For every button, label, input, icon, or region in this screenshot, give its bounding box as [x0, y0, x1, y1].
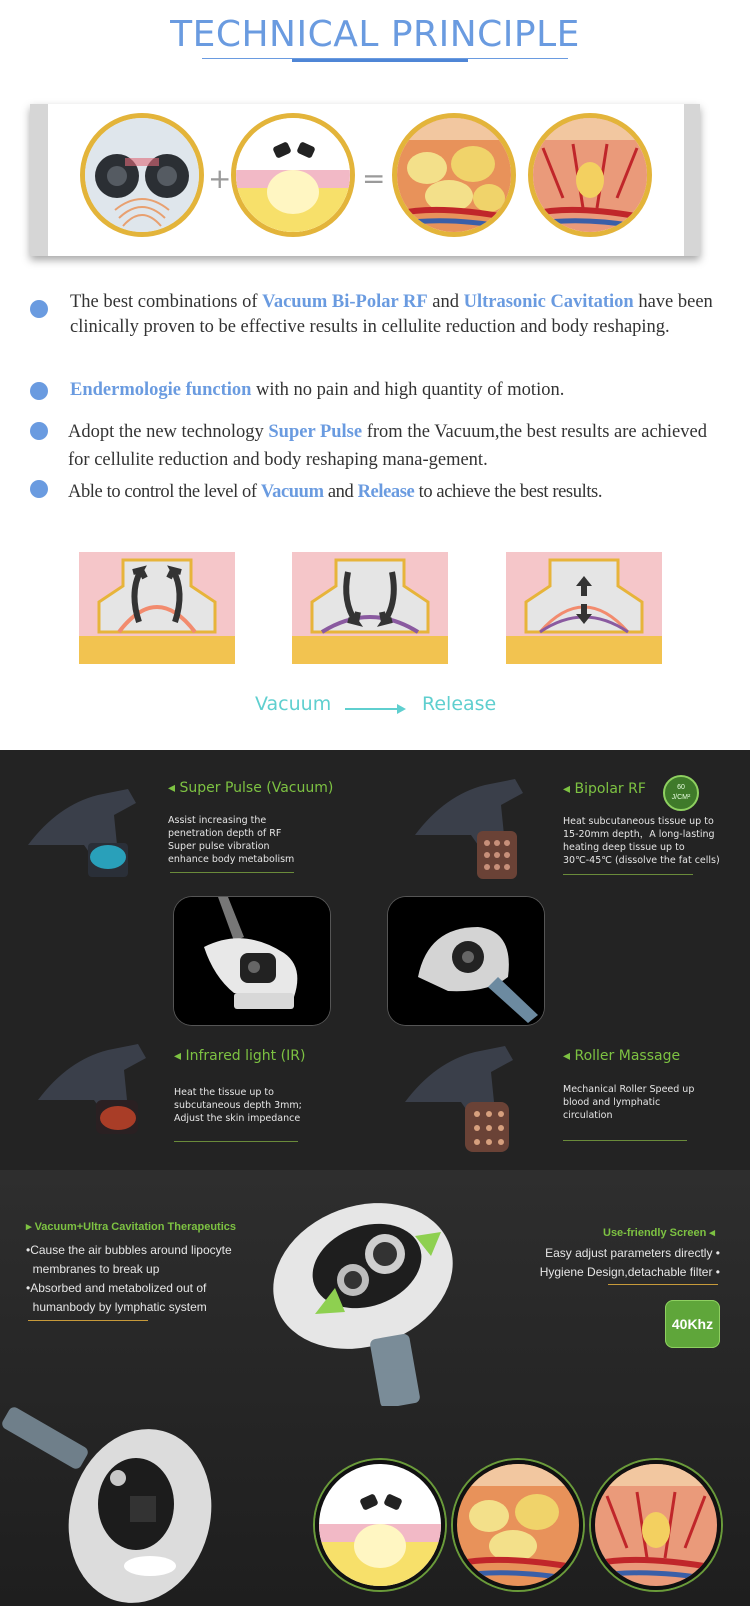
- bullet-text: The best combinations of Vacuum Bi-Polar RF and Ultrasonic Cavitation have been clinically proven to be effective results in cellulite reduction and body reshaping.: [70, 292, 713, 337]
- bullet-dot: [30, 300, 48, 318]
- rf-heating-detail-circle: [315, 1460, 445, 1590]
- page-title: TECHNICAL PRINCIPLE: [170, 14, 580, 55]
- bipolar-rf-handpiece-icon: [405, 775, 535, 885]
- fat-cells-reduced-circle: [591, 1460, 721, 1590]
- divider: [608, 1284, 718, 1285]
- handpiece-side-image: [388, 897, 544, 1025]
- divider: [563, 1140, 687, 1141]
- energy-badge: 60 J/CM²: [663, 775, 699, 811]
- vacuum-diagram-1: [79, 552, 235, 664]
- roller-desc: Mechanical Roller Speed up blood and lymphatic circulation: [563, 1084, 695, 1121]
- fat-cells-detail-circle: [453, 1460, 583, 1590]
- handpiece-front-image: [174, 897, 330, 1025]
- divider: [174, 1141, 298, 1142]
- bipolar-rf-desc: Heat subcutaneous tissue up to 15-20mm depth，A long-lasting heating deep tissue up to 30℃-45℃ (dissolve the fat cells): [563, 816, 720, 866]
- infrared-desc: Heat the tissue up to subcutaneous depth 3mm; Adjust the skin impedance: [174, 1087, 302, 1124]
- divider: [170, 872, 294, 873]
- infrared-handpiece-icon: [28, 1040, 158, 1150]
- screen-list: Easy adjust parameters directly • Hygiene Design,detachable filter •: [539, 1246, 720, 1279]
- super-pulse-handpiece-icon: [18, 785, 148, 895]
- bullet-text: Adopt the new technology Super Pulse from the Vacuum,the best results are achieved for cellulite reduction and body reshaping mana-gement.: [68, 422, 707, 470]
- bullet-dot: [30, 480, 48, 498]
- list-item: [30, 418, 720, 474]
- equals-sign: =: [362, 162, 386, 195]
- list-item: [30, 378, 720, 408]
- vacuum-diagram-3: [506, 552, 662, 664]
- frequency-badge: 40Khz: [665, 1300, 720, 1348]
- list-item: [30, 480, 720, 510]
- title-underline-accent: [292, 59, 468, 62]
- arrow-right-icon: [345, 703, 407, 715]
- bullet-dot: [30, 422, 48, 440]
- cavitation-list: •Cause the air bubbles around lipocyte membranes to break up •Absorbed and metabolized out of humanbody by lymphatic system: [26, 1243, 232, 1314]
- cavitation-handpiece-back-icon: [0, 1396, 220, 1606]
- super-pulse-title: ◂ Super Pulse (Vacuum): [168, 780, 334, 796]
- vacuum-diagram-2: [292, 552, 448, 664]
- vacuum-rollers-circle: [80, 113, 204, 237]
- cavitation-title: ▸ Vacuum+Ultra Cavitation Therapeutics: [26, 1221, 236, 1233]
- bullet-text: Endermologie function with no pain and high quantity of motion.: [70, 380, 565, 400]
- fat-cells-after-circle: [528, 113, 652, 237]
- bullet-dot: [30, 382, 48, 400]
- rf-heating-circle: [231, 113, 355, 237]
- divider: [28, 1320, 148, 1321]
- cavitation-handpiece-icon: [255, 1196, 455, 1406]
- list-item: [30, 290, 720, 370]
- super-pulse-desc: Assist increasing the penetration depth of RF Super pulse vibration enhance body metabolism: [168, 815, 295, 865]
- fat-cells-before-circle: [392, 113, 516, 237]
- roller-title: ◂ Roller Massage: [563, 1048, 681, 1064]
- release-label: Release: [422, 693, 497, 715]
- plus-sign: +: [208, 162, 232, 195]
- infrared-title: ◂ Infrared light (IR): [174, 1048, 306, 1064]
- vacuum-label: Vacuum: [255, 693, 332, 715]
- roller-handpiece-icon: [395, 1042, 530, 1157]
- bullet-text: Able to control the level of Vacuum and Release to achieve the best results.: [68, 482, 603, 502]
- divider: [563, 874, 693, 875]
- screen-title: Use-friendly Screen ◂: [603, 1227, 715, 1239]
- bipolar-rf-title: ◂ Bipolar RF: [563, 781, 646, 797]
